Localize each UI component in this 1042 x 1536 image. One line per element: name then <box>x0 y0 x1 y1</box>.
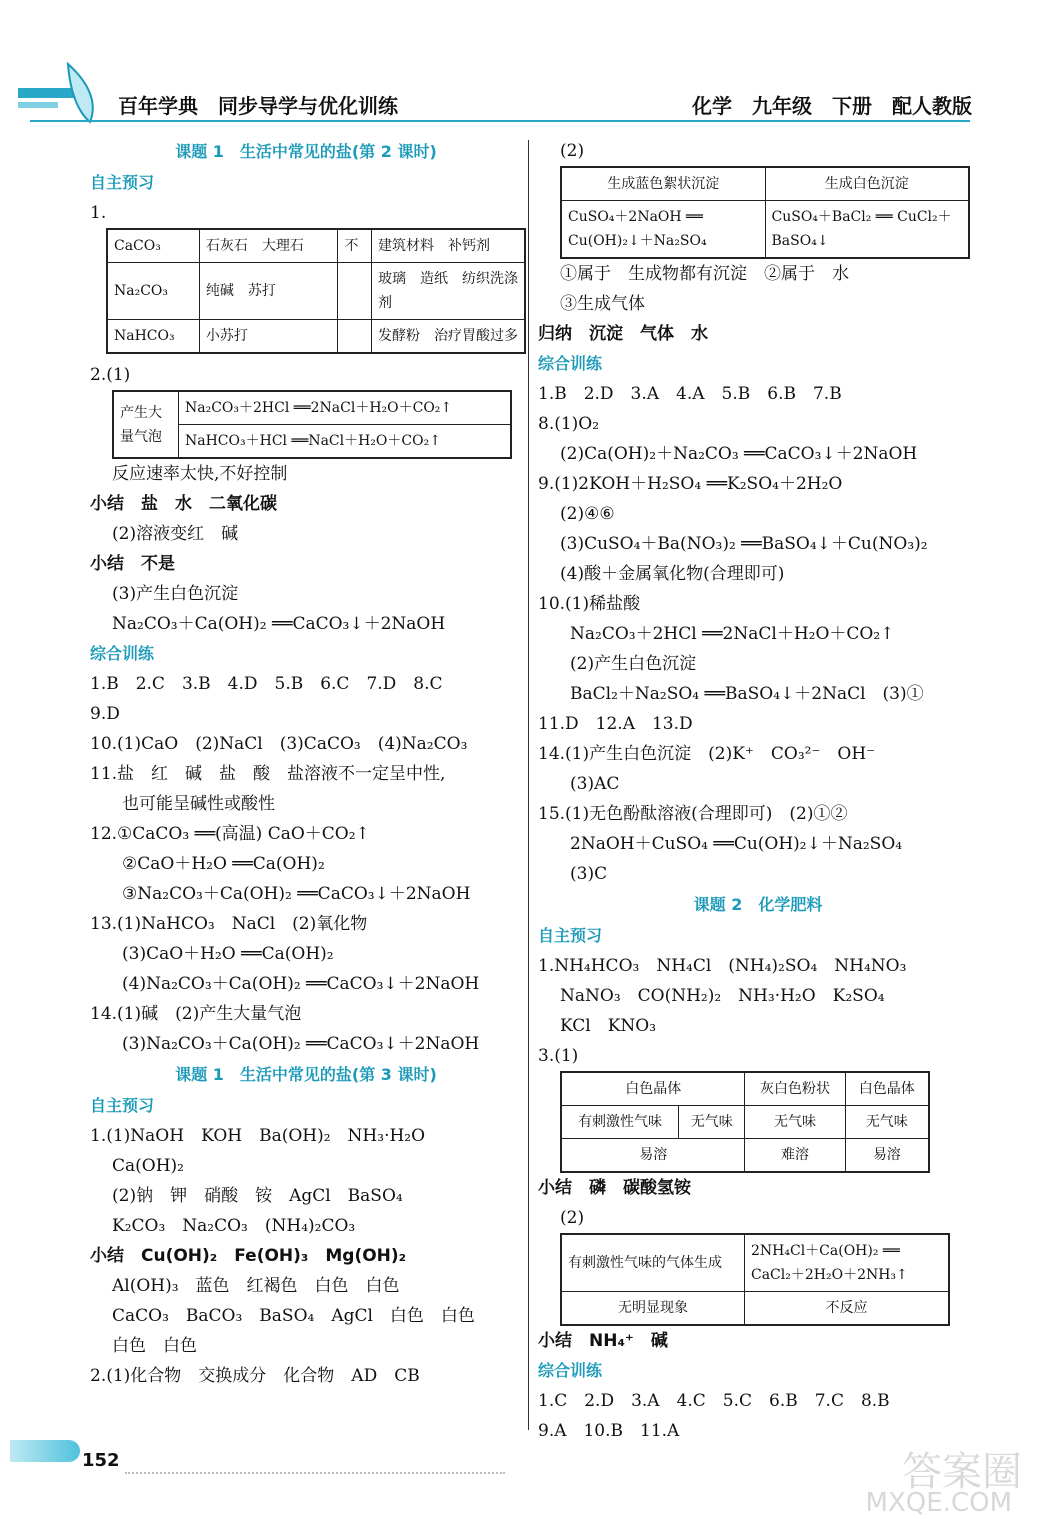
table-cell: 不反应 <box>745 1292 950 1326</box>
section-heading: 综合训练 <box>90 644 155 663</box>
table-cell: 发酵粉 治疗胃酸过多 <box>372 320 526 354</box>
table-cell: 白色晶体 <box>561 1072 745 1106</box>
table-row <box>107 229 525 263</box>
page-number: 152 <box>82 1450 120 1471</box>
answer-line: (3)C <box>570 864 608 884</box>
answer-line: (2)④⑥ <box>560 504 615 524</box>
answer-line: (4)Na₂CO₃＋Ca(OH)₂ ══CaCO₃↓＋2NaOH <box>122 974 480 994</box>
answer-line: CaCO₃ BaCO₃ BaSO₄ AgCl 白色 白色 <box>112 1306 475 1326</box>
table-row <box>561 167 969 201</box>
answer-line: ③生成气体 <box>560 294 645 314</box>
answer-line: 白色 白色 <box>112 1336 197 1356</box>
answer-line: ②CaO＋H₂O ══Ca(OH)₂ <box>122 854 325 874</box>
table-cell: 有刺激性气味 <box>561 1106 679 1139</box>
answer-line: 3.(1) <box>538 1046 579 1066</box>
subject-grade: 化学 九年级 下册 配人教版 <box>692 94 972 118</box>
table-cell: 无气味 <box>845 1106 929 1139</box>
feather-logo-icon <box>18 62 108 126</box>
section-heading: 综合训练 <box>538 354 603 373</box>
summary-line: 小结 磷 碳酸氢铵 <box>538 1178 691 1198</box>
footer-decoration <box>10 1440 80 1462</box>
table-row <box>561 201 969 259</box>
answer-line: 10.(1)稀盐酸 <box>538 594 641 614</box>
table-cell: 难溶 <box>745 1139 845 1173</box>
table-cell: 生成蓝色絮状沉淀 <box>561 167 765 201</box>
summary-line: 小结 Cu(OH)₂ Fe(OH)₃ Mg(OH)₂ <box>90 1246 407 1266</box>
answer-line: 也可能呈碱性或酸性 <box>122 794 275 814</box>
answer-line: 9.D <box>90 704 120 724</box>
reaction-table <box>112 390 512 459</box>
answer-line: Al(OH)₃ 蓝色 红褐色 白色 白色 <box>112 1276 400 1296</box>
question-number: 1. <box>90 203 107 223</box>
table-cell: CuSO₄＋2NaOH ══ Cu(OH)₂↓＋Na₂SO₄ <box>561 201 765 259</box>
page-header <box>0 0 1042 130</box>
table-cell: 石灰石 大理石 <box>199 229 337 263</box>
table-row <box>113 391 511 425</box>
right-column <box>538 136 978 1446</box>
question-number: 2.(1) <box>90 365 131 385</box>
table-cell: 不 <box>338 229 372 263</box>
table-cell: 无气味 <box>745 1106 845 1139</box>
answer-line: ③Na₂CO₃＋Ca(OH)₂ ══CaCO₃↓＋2NaOH <box>122 884 471 904</box>
answer-line: NaNO₃ CO(NH₂)₂ NH₃·H₂O K₂SO₄ <box>560 986 885 1006</box>
answer-line: (2)钠 钾 硝酸 铵 AgCl BaSO₄ <box>112 1186 403 1206</box>
summary-line: 小结 盐 水 二氧化碳 <box>90 494 277 514</box>
table-cell: 玻璃 造纸 纺织洗涤剂 <box>372 263 526 320</box>
answer-line: (3)CaO＋H₂O ══Ca(OH)₂ <box>122 944 334 964</box>
answer-line: Ca(OH)₂ <box>112 1156 184 1176</box>
answer-line: 反应速率太快,不好控制 <box>112 464 288 484</box>
question-number: (2) <box>560 141 585 161</box>
answer-line: K₂CO₃ Na₂CO₃ (NH₄)₂CO₃ <box>112 1216 356 1236</box>
header-rule <box>30 120 970 122</box>
book-brand: 百年学典 同步导学与优化训练 <box>118 94 398 118</box>
salt-table <box>106 228 526 354</box>
lesson-title: 课题 1 生活中常见的盐(第 3 课时) <box>175 1065 437 1084</box>
answer-line: 11.D 12.A 13.D <box>538 714 693 734</box>
lesson-title: 课题 1 生活中常见的盐(第 2 课时) <box>175 142 437 161</box>
left-column <box>90 136 522 1391</box>
table-cell: 产生大量气泡 <box>113 391 179 458</box>
footer-rule <box>125 1472 505 1474</box>
table-cell: NaHCO₃ <box>107 320 199 354</box>
summary-line: 小结 NH₄⁺ 碱 <box>538 1331 668 1351</box>
answer-line: 14.(1)碱 (2)产生大量气泡 <box>90 1004 302 1024</box>
answer-line: 2.(1)化合物 交换成分 化合物 AD CB <box>90 1366 420 1386</box>
watermark: 答案圈 <box>902 1449 1022 1495</box>
answer-line: (2)Ca(OH)₂＋Na₂CO₃ ══CaCO₃↓＋2NaOH <box>560 444 918 464</box>
table-cell: CaCO₃ <box>107 229 199 263</box>
precipitate-table <box>560 166 970 259</box>
question-number: (2) <box>560 1208 585 1228</box>
table-cell: 纯碱 苏打 <box>199 263 337 320</box>
answer-line: 1.C 2.D 3.A 4.C 5.C 6.B 7.C 8.B <box>538 1391 890 1411</box>
watermark-url: MXQE.COM <box>865 1488 1012 1518</box>
answer-line: Na₂CO₃＋Ca(OH)₂ ══CaCO₃↓＋2NaOH <box>112 614 446 634</box>
lesson-title: 课题 2 化学肥料 <box>693 895 823 914</box>
table-cell: 灰白色粉状 <box>745 1072 845 1106</box>
table-row <box>561 1106 929 1139</box>
table-cell: Na₂CO₃＋2HCl ══2NaCl＋H₂O＋CO₂↑ <box>179 391 512 425</box>
table-cell: NaHCO₃＋HCl ══NaCl＋H₂O＋CO₂↑ <box>179 425 512 459</box>
summary-line: 小结 不是 <box>90 554 175 574</box>
answer-line: 15.(1)无色酚酞溶液(合理即可) (2)①② <box>538 804 848 824</box>
table-cell: 小苏打 <box>199 320 337 354</box>
section-heading: 综合训练 <box>538 1361 603 1380</box>
summary-line: 归纳 沉淀 气体 水 <box>538 324 708 344</box>
answer-line: (2)溶液变红 碱 <box>112 524 239 544</box>
answer-line: ①属于 生成物都有沉淀 ②属于 水 <box>560 264 849 284</box>
table-row <box>561 1234 949 1292</box>
answer-line: 13.(1)NaHCO₃ NaCl (2)氧化物 <box>90 914 368 934</box>
answer-line: Na₂CO₃＋2HCl ══2NaCl＋H₂O＋CO₂↑ <box>570 624 895 644</box>
answer-line: (2)产生白色沉淀 <box>570 654 697 674</box>
answer-line: 11.盐 红 碱 盐 酸 盐溶液不一定呈中性, <box>90 764 446 784</box>
answer-line: 1.B 2.C 3.B 4.D 5.B 6.C 7.D 8.C <box>90 674 443 694</box>
table-row <box>561 1072 929 1106</box>
section-heading: 自主预习 <box>90 1096 155 1115</box>
answer-line: 9.(1)2KOH＋H₂SO₄ ══K₂SO₄＋2H₂O <box>538 474 843 494</box>
table-cell <box>338 263 372 320</box>
table-cell <box>338 320 372 354</box>
answer-line: (3)Na₂CO₃＋Ca(OH)₂ ══CaCO₃↓＋2NaOH <box>122 1034 480 1054</box>
table-cell: 无明显现象 <box>561 1292 745 1326</box>
answer-line: BaCl₂＋Na₂SO₄ ══BaSO₄↓＋2NaCl (3)① <box>570 684 924 704</box>
table-cell: 2NH₄Cl＋Ca(OH)₂ ══ CaCl₂＋2H₂O＋2NH₃↑ <box>745 1234 950 1292</box>
answer-line: (3)产生白色沉淀 <box>112 584 239 604</box>
table-cell: CuSO₄＋BaCl₂ ══ CuCl₂＋BaSO₄↓ <box>765 201 969 259</box>
answer-line: 1.(1)NaOH KOH Ba(OH)₂ NH₃·H₂O <box>90 1126 426 1146</box>
answer-line: 1.NH₄HCO₃ NH₄Cl (NH₄)₂SO₄ NH₄NO₃ <box>538 956 907 976</box>
answer-line: 14.(1)产生白色沉淀 (2)K⁺ CO₃²⁻ OH⁻ <box>538 744 876 764</box>
table-cell: 白色晶体 <box>845 1072 929 1106</box>
table-cell: 有刺激性气味的气体生成 <box>561 1234 745 1292</box>
table-cell: 无气味 <box>679 1106 745 1139</box>
answer-line: 2NaOH＋CuSO₄ ══Cu(OH)₂↓＋Na₂SO₄ <box>570 834 903 854</box>
answer-line: (4)酸＋金属氧化物(合理即可) <box>560 564 785 584</box>
answer-line: KCl KNO₃ <box>560 1016 657 1036</box>
table-cell: 建筑材料 补钙剂 <box>372 229 526 263</box>
answer-line: 10.(1)CaO (2)NaCl (3)CaCO₃ (4)Na₂CO₃ <box>90 734 468 754</box>
table-row <box>561 1139 929 1173</box>
table-cell: 生成白色沉淀 <box>765 167 969 201</box>
section-heading: 自主预习 <box>538 926 603 945</box>
table-row <box>561 1292 949 1326</box>
table-cell: Na₂CO₃ <box>107 263 199 320</box>
table-row <box>107 320 525 354</box>
answer-line: (3)CuSO₄＋Ba(NO₃)₂ ══BaSO₄↓＋Cu(NO₃)₂ <box>560 534 928 554</box>
ammonium-table <box>560 1233 950 1326</box>
fertilizer-table <box>560 1071 930 1173</box>
answer-line: 1.B 2.D 3.A 4.A 5.B 6.B 7.B <box>538 384 842 404</box>
table-row <box>107 263 525 320</box>
table-cell: 易溶 <box>561 1139 745 1173</box>
answer-line: 12.①CaCO₃ ══(高温) CaO＋CO₂↑ <box>90 824 370 844</box>
answer-line: (3)AC <box>570 774 620 794</box>
answer-line: 8.(1)O₂ <box>538 414 600 434</box>
answer-line: 9.A 10.B 11.A <box>538 1421 680 1441</box>
table-cell: 易溶 <box>845 1139 929 1173</box>
section-heading: 自主预习 <box>90 173 155 192</box>
column-divider <box>528 140 529 1430</box>
